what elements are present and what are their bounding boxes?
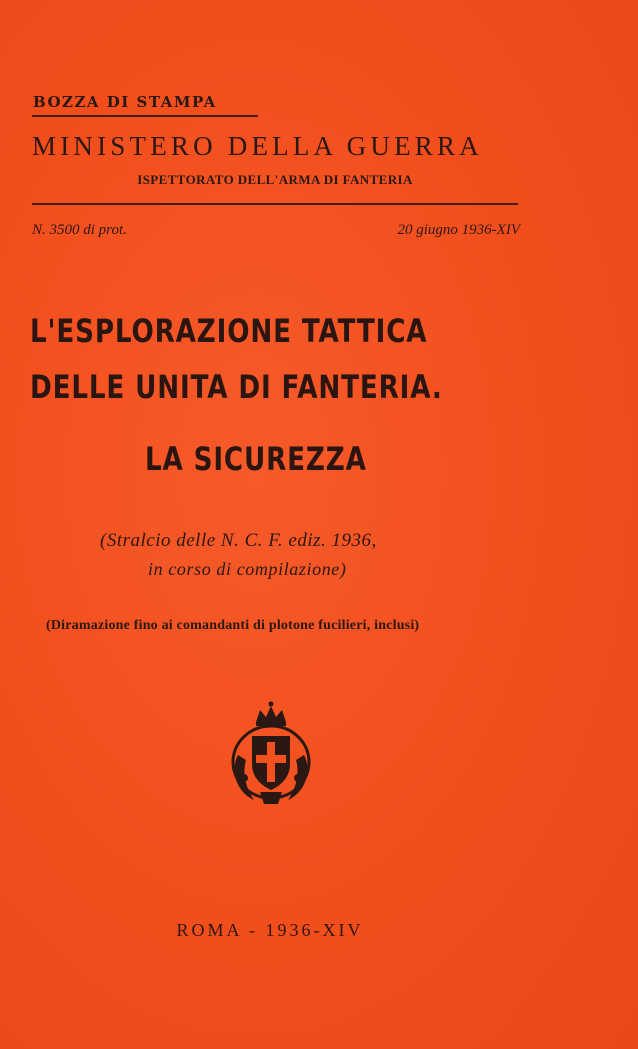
distribution-note: (Diramazione fino ai comandanti di plotone fucilieri, inclusi) bbox=[46, 618, 420, 633]
header-divider bbox=[32, 203, 518, 205]
inspectorate-name: ISPETTORATO DELL'ARMA DI FANTERIA bbox=[137, 172, 413, 187]
excerpt-note-line-1: (Stralcio delle N. C. F. ediz. 1936, bbox=[100, 530, 377, 551]
title-line-2: DELLE UNITA DI FANTERIA. bbox=[30, 368, 443, 406]
issue-date: 20 giugno 1936-XIV bbox=[397, 222, 520, 238]
protocol-number: N. 3500 di prot. bbox=[32, 222, 127, 238]
imprint: ROMA - 1936-XIV bbox=[176, 920, 364, 940]
subtitle: LA SICUREZZA bbox=[145, 440, 367, 478]
ministry-name: MINISTERO DELLA GUERRA bbox=[32, 131, 483, 161]
draft-label: BOZZA DI STAMPA bbox=[33, 93, 217, 111]
savoy-crest-icon bbox=[226, 700, 316, 810]
excerpt-note-line-2: in corso di compilazione) bbox=[148, 559, 347, 579]
draft-underline bbox=[32, 115, 258, 117]
title-line-1: L'ESPLORAZIONE TATTICA bbox=[30, 312, 428, 350]
